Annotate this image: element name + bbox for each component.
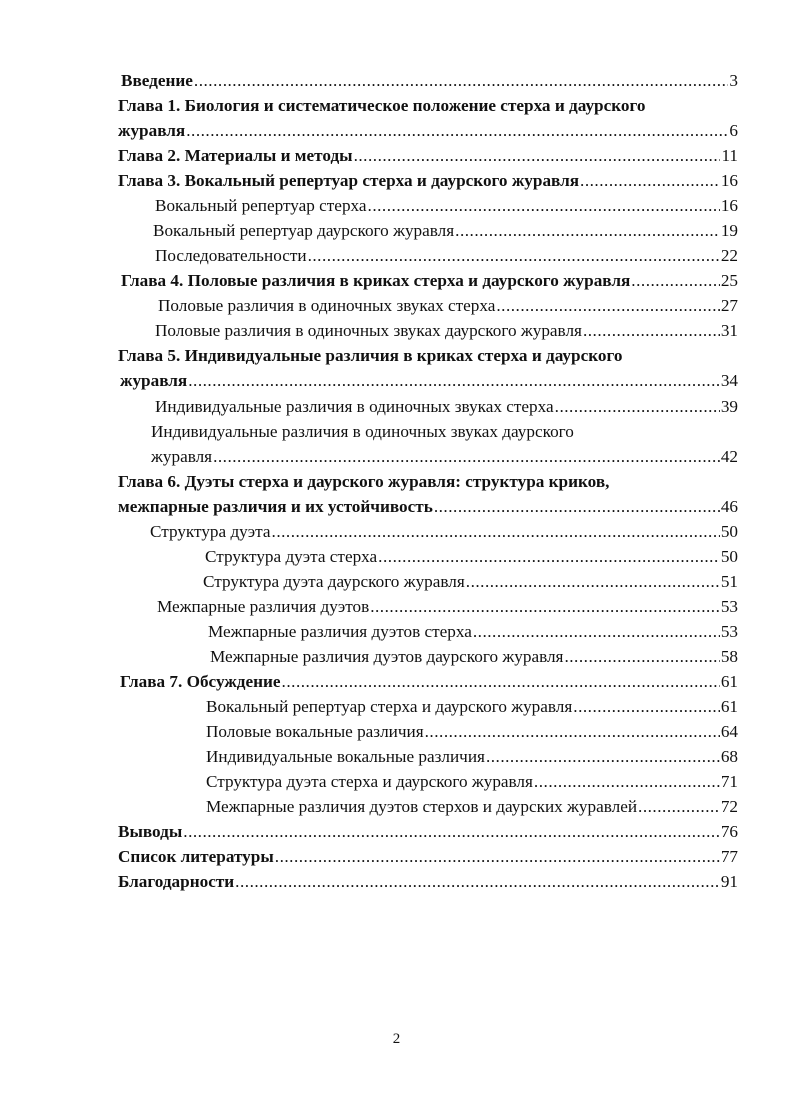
- toc-entry-title: Структура дуэта даурского журавля: [203, 572, 465, 591]
- toc-entry-ch6-line1: Глава 6. Дуэты стерха и даурского журавля: структура криков,: [118, 472, 610, 491]
- toc-entry-ch3-1: [155, 196, 738, 216]
- dot-leader: [555, 397, 720, 417]
- toc-entry-ch3-3: [155, 246, 738, 266]
- toc-entry-title: Вокальный репертуар стерха и даурского журавля: [206, 697, 573, 716]
- toc-entry-page: 91: [720, 872, 738, 891]
- toc-entry-ch7-4: [206, 772, 738, 792]
- dot-leader: [186, 121, 728, 141]
- dot-leader: [213, 447, 720, 467]
- toc-entry-page: 46: [720, 497, 738, 516]
- toc-entry-page: 6: [729, 121, 738, 140]
- toc-entry-title: Благодарности: [118, 872, 235, 891]
- toc-entry-title: Глава 7. Обсуждение: [120, 672, 281, 691]
- toc-entry-title: Межпарные различия дуэтов даурского журавля: [210, 647, 564, 666]
- toc-entry-page: 31: [720, 321, 738, 340]
- toc-entry-title: Глава 4. Половые различия в криках стерха и даурского журавля: [121, 271, 631, 290]
- toc-entry-ch7-3: [206, 747, 738, 767]
- toc-entry-title: Индивидуальные вокальные различия: [206, 747, 485, 766]
- toc-entry-title: Список литературы: [118, 847, 274, 866]
- toc-entry-ch7-1: [206, 697, 738, 717]
- dot-leader: [580, 171, 720, 191]
- toc-entry-page: 53: [720, 622, 738, 641]
- toc-entry-intro: [121, 71, 738, 91]
- toc-entry-ch6-1-1: [205, 547, 738, 567]
- toc-entry-page: 42: [720, 447, 738, 466]
- toc-entry-ch2: [118, 146, 738, 166]
- toc-entry-ch4: [121, 271, 738, 291]
- toc-entry-page: 51: [720, 572, 738, 591]
- toc-entry-ch5-2: [151, 447, 738, 467]
- toc-entry-title: Структура дуэта стерха и даурского журавля: [206, 772, 533, 791]
- toc-entry-ch5-2-line1: Индивидуальные различия в одиночных звуках даурского: [151, 422, 574, 441]
- toc-entry-page: 16: [720, 196, 738, 215]
- dot-leader: [631, 271, 720, 291]
- dot-leader: [496, 296, 719, 316]
- dot-leader: [275, 847, 720, 867]
- toc-entry-title: Структура дуэта: [150, 522, 271, 541]
- toc-entry-ch5-line1: Глава 5. Индивидуальные различия в криках стерха и даурского: [118, 346, 623, 365]
- dot-leader: [455, 221, 720, 241]
- dot-leader: [434, 497, 720, 517]
- toc-entry-page: 27: [720, 296, 738, 315]
- toc-entry-page: 22: [720, 246, 738, 265]
- toc-entry-page: 25: [720, 271, 738, 290]
- toc-entry-ch6-1-2: [203, 572, 738, 592]
- toc-entry-title: Введение: [121, 71, 193, 90]
- toc-entry-page: 61: [720, 672, 738, 691]
- page-number: 2: [392, 1031, 401, 1047]
- toc-entry-title: Индивидуальные различия в одиночных звуках стерха: [155, 397, 554, 416]
- dot-leader: [183, 822, 720, 842]
- dot-leader: [370, 597, 720, 617]
- toc-entry-page: 77: [720, 847, 738, 866]
- toc-entry-ch1-line1: Глава 1. Биология и систематическое положение стерха и даурского: [118, 96, 646, 115]
- toc-entry-conclusions: [118, 822, 738, 842]
- toc-entry-page: 50: [720, 547, 738, 566]
- toc-entry-ch6: [118, 497, 738, 517]
- toc-entry-title: Межпарные различия дуэтов: [157, 597, 370, 616]
- toc-entry-page: 3: [729, 71, 738, 90]
- toc-entry-ch5: [120, 371, 738, 391]
- toc-entry-ch7: [120, 672, 738, 692]
- toc-entry-ch6-1: [150, 522, 738, 542]
- toc-entry-ch6-2-1: [208, 622, 738, 642]
- toc-entry-title: Выводы: [118, 822, 183, 841]
- toc-entry-page: 53: [720, 597, 738, 616]
- toc-entry-references: [118, 847, 738, 867]
- toc-entry-ch3-2: [153, 221, 738, 241]
- dot-leader: [425, 722, 720, 742]
- toc-entry-ch4-1: [158, 296, 738, 316]
- dot-leader: [308, 246, 720, 266]
- toc-entry-page: 39: [720, 397, 738, 416]
- dot-leader: [564, 647, 719, 667]
- toc-entry-title: Последовательности: [155, 246, 307, 265]
- dot-leader: [466, 572, 720, 592]
- toc-entry-ch5-1: [155, 397, 738, 417]
- toc-entry-ch1: [118, 121, 738, 141]
- toc-entry-page: 76: [720, 822, 738, 841]
- toc-entry-ch6-2-2: [210, 647, 738, 667]
- toc-entry-title: Вокальный репертуар стерха: [155, 196, 367, 215]
- toc-entry-page: 61: [720, 697, 738, 716]
- dot-leader: [354, 146, 721, 166]
- toc-entry-page: 72: [720, 797, 738, 816]
- toc-entry-page: 50: [720, 522, 738, 541]
- dot-leader: [583, 321, 720, 341]
- dot-leader: [473, 622, 720, 642]
- dot-leader: [534, 772, 720, 792]
- toc-entry-title: журавля: [120, 371, 188, 390]
- dot-leader: [188, 371, 720, 391]
- toc-entry-page: 58: [720, 647, 738, 666]
- dot-leader: [272, 522, 720, 542]
- toc-entry-page: 34: [720, 371, 738, 390]
- dot-leader: [282, 672, 720, 692]
- toc-entry-acknowledgements: [118, 872, 738, 892]
- toc-entry-page: 68: [720, 747, 738, 766]
- toc-entry-title: Глава 3. Вокальный репертуар стерха и даурского журавля: [118, 171, 580, 190]
- dot-leader: [486, 747, 720, 767]
- dot-leader: [368, 196, 720, 216]
- toc-entry-page: 19: [720, 221, 738, 240]
- toc-entry-title: журавля: [151, 447, 213, 466]
- dot-leader: [378, 547, 720, 567]
- dot-leader: [235, 872, 720, 892]
- toc-entry-page: 71: [720, 772, 738, 791]
- toc-entry-title: журавля: [118, 121, 186, 140]
- toc-entry-page: 11: [721, 146, 738, 165]
- toc-entry-title: Структура дуэта стерха: [205, 547, 378, 566]
- toc-entry-title: Половые различия в одиночных звуках стерха: [158, 296, 496, 315]
- toc-entry-ch3: [118, 171, 738, 191]
- toc-entry-title: Межпарные различия дуэтов стерхов и даурских журавлей: [206, 797, 638, 816]
- toc-entry-ch6-2: [157, 597, 738, 617]
- toc-entry-ch4-2: [155, 321, 738, 341]
- toc-entry-title: межпарные различия и их устойчивость: [118, 497, 433, 516]
- toc-entry-page: 16: [720, 171, 738, 190]
- dot-leader: [194, 71, 729, 91]
- toc-entry-title: Вокальный репертуар даурского журавля: [153, 221, 455, 240]
- dot-leader: [638, 797, 720, 817]
- toc-entry-title: Половые различия в одиночных звуках даурского журавля: [155, 321, 582, 340]
- toc-entry-ch7-5: [206, 797, 738, 817]
- dot-leader: [573, 697, 720, 717]
- toc-entry-page: 64: [720, 722, 738, 741]
- toc-entry-ch7-2: [206, 722, 738, 742]
- toc-entry-title: Глава 2. Материалы и методы: [118, 146, 353, 165]
- toc-entry-title: Межпарные различия дуэтов стерха: [208, 622, 472, 641]
- toc-entry-title: Половые вокальные различия: [206, 722, 424, 741]
